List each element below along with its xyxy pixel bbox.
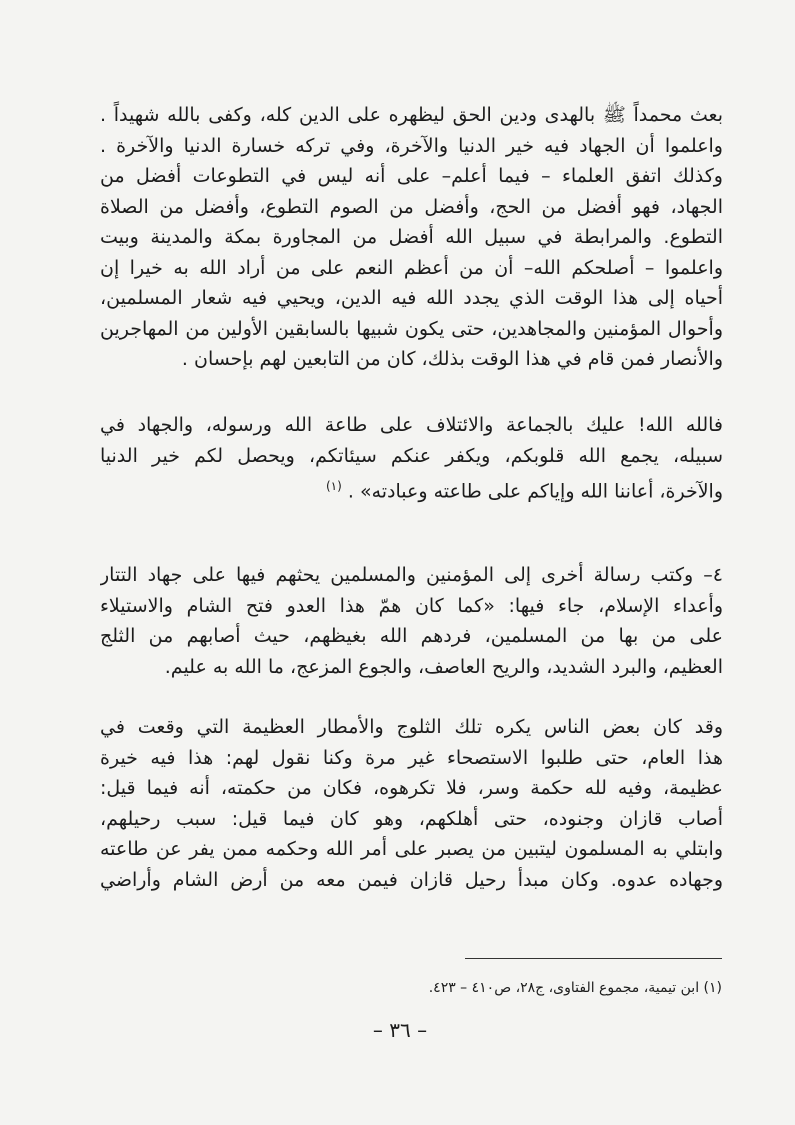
text-line: التطوع. والمرابطة في سبيل الله أفضل من المجاورة بمكة والمدينة وبيت [100, 226, 723, 248]
text-line: الجهاد، فهو أفضل من الحج، وأفضل من الصوم التطوع، وأفضل من الصلاة [100, 195, 723, 218]
text-line-content: والآخرة، أعاننا الله وإياكم على طاعته وعبادته» . [347, 480, 723, 503]
text-line: وكذلك اتفق العلماء – فيما أعلم– على أنه ليس في التطوعات أفضل من [100, 165, 723, 187]
text-line: والأنصار فمن قام في هذا الوقت بذلك، كان من التابعين لهم بإحسان . [181, 348, 723, 370]
text-line: واعلموا – أصلحكم الله– أن من أعظم النعم على من أراد الله به خيرا إن [100, 256, 723, 279]
text-line: وأعداء الإسلام، جاء فيها: «كما كان همّ هذا العدو فتح الشام والاستيلاء [100, 594, 723, 617]
page-number: – ٣٦ – [372, 1018, 428, 1042]
paragraph-4 [100, 712, 723, 895]
text-line: أصاب قازان وجنوده، حتى أهلكهم، وهو كان فيما قيل: سبب رحيلهم، [100, 807, 723, 830]
paragraph-1 [100, 100, 723, 375]
text-line: وجهاده عدوه. وكان مبدأ رحيل قازان فيمن معه من أرض الشام وأراضي [100, 868, 723, 891]
text-line: عظيمة، وفيه لله حكمة وسر، فلا تكرهوه، فكان من حكمته، أنه فيما قيل: [100, 777, 723, 799]
paragraph-2 [100, 410, 723, 507]
footnote-reference: (١) [325, 479, 342, 493]
text-line: العظيم، والبرد الشديد، والريح العاصف، والجوع المزعج، ما الله به عليم. [164, 655, 723, 678]
text-line: وابتلي به المسلمون ليتبين من يصبر على أمر الله وحكمه ممن يفر عن طاعته [100, 838, 723, 860]
text-line: وقد كان بعض الناس يكره تلك الثلوج والأمطار العظيمة التي وقعت في [100, 716, 723, 738]
footnote-separator [465, 958, 722, 959]
text-line: وأحوال المؤمنين والمجاهدين، حتى يكون شبيها بالسابقين الأولين من المهاجرين [100, 317, 723, 340]
text-line [100, 471, 723, 507]
text-line: ٤– وكتب رسالة أخرى إلى المؤمنين والمسلمين يحثهم فيها على جهاد التتار [100, 564, 723, 586]
text-line: واعلموا أن الجهاد فيه خير الدنيا والآخرة، وفي تركه خسارة الدنيا والآخرة . [100, 134, 723, 157]
footnote: (١) ابن تيمية، مجموع الفتاوى، ج٢٨، ص٤١٠ – ٤٢٣. [428, 980, 722, 996]
text-line: بعث محمداً ﷺ بالهدى ودين الحق ليظهره على الدين كله، وكفى بالله شهيداً . [100, 104, 723, 126]
text-line: على من بها من المسلمين، فردهم الله بغيظهم، حيث أصابهم من الثلج [100, 625, 723, 647]
text-line: هذا العام، حتى طلبوا الاستصحاء غير مرة وكنا نقول لهم: هذا فيه خيرة [100, 746, 723, 769]
text-line: فالله الله! عليك بالجماعة والائتلاف على طاعة الله ورسوله، والجهاد في [100, 414, 723, 436]
text-line: أحياه إلى هذا الوقت الذي يجدد الله فيه الدين، ويحيي فيه شعار المسلمين، [100, 287, 723, 309]
paragraph-3 [100, 560, 723, 682]
text-line: سبيله، يجمع الله قلوبكم، ويكفر عنكم سيئاتكم، ويحصل لكم خير الدنيا [100, 444, 723, 467]
